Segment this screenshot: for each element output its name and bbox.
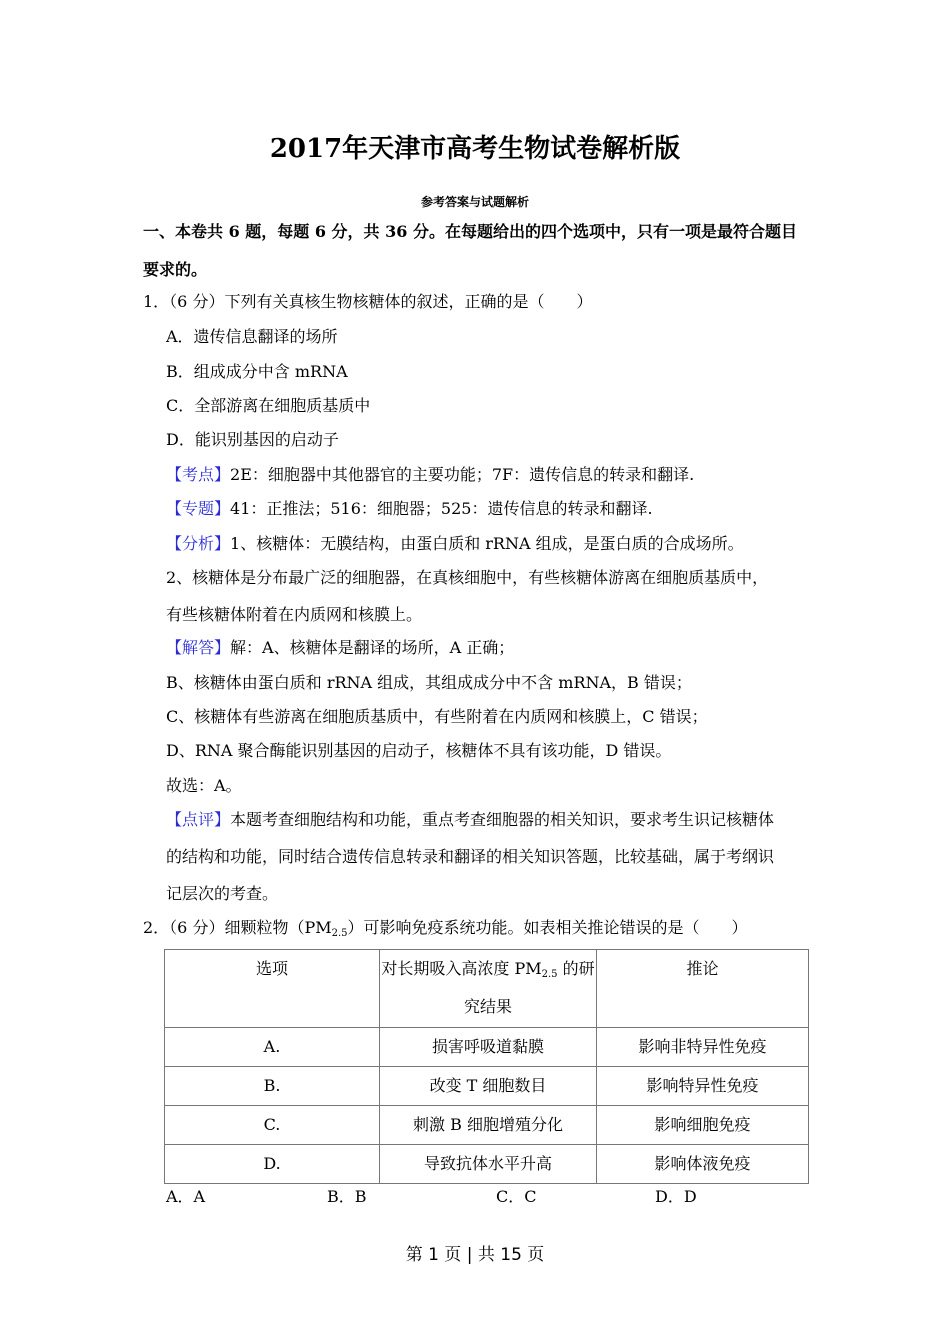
jieda-tag: 【解答】 — [166, 638, 231, 657]
q1-option-d: D．能识别基因的启动子 — [166, 430, 339, 449]
row-result: 导致抗体水平升高 — [380, 1145, 597, 1184]
row-result: 刺激 B 细胞增殖分化 — [380, 1106, 597, 1145]
kaodian-text: 2E：细胞器中其他器官的主要功能；7F：遗传信息的转录和翻译. — [230, 465, 695, 484]
q1-guxuan: 故选：A。 — [166, 776, 242, 795]
row-option: A. — [165, 1028, 380, 1067]
q2-answer-c: C．C — [496, 1187, 537, 1206]
header-result-sub: 2.5 — [541, 969, 558, 980]
q1-jieda-b: B、核糖体由蛋白质和 rRNA 组成，其组成成分中不含 mRNA，B 错误； — [166, 673, 692, 692]
row-option: D. — [165, 1145, 380, 1184]
q1-zhuanti — [166, 499, 653, 519]
header-result-a: 对长期吸入高浓度 PM — [381, 959, 542, 978]
header-result-c: 究结果 — [463, 997, 512, 1016]
q2-stem — [143, 918, 748, 938]
row-option: C. — [165, 1106, 380, 1145]
q2-answer-a: A．A — [166, 1187, 206, 1206]
q1-fenxi2-line2: 有些核糖体附着在内质网和核膜上。 — [166, 605, 423, 624]
q2-stem-a: 2．（6 分）细颗粒物（PM — [143, 918, 332, 937]
q1-option-b: B．组成成分中含 mRNA — [166, 362, 348, 381]
table-row — [165, 1106, 809, 1145]
zhuanti-tag: 【专题】 — [166, 499, 231, 518]
table-row — [165, 1145, 809, 1184]
row-option: B. — [165, 1067, 380, 1106]
page-title: 2017年天津市高考生物试卷解析版 — [269, 134, 681, 164]
q1-kaodian — [166, 465, 694, 485]
row-inference: 影响特异性免疫 — [597, 1067, 809, 1106]
header-option: 选项 — [165, 950, 380, 1028]
dianping-tag: 【点评】 — [166, 810, 231, 829]
zhuanti-text: 41：正推法；516：细胞器；525：遗传信息的转录和翻译. — [230, 499, 653, 518]
q1-dianping-line3: 记层次的考查。 — [166, 884, 279, 903]
q2-table — [164, 949, 809, 1184]
q1-jieda-c: C、核糖体有些游离在细胞质基质中，有些附着在内质网和核膜上，C 错误； — [166, 707, 708, 726]
jieda-text: 解：A、核糖体是翻译的场所，A 正确； — [230, 638, 515, 657]
q1-option-a: A．遗传信息翻译的场所 — [166, 327, 338, 346]
section-heading-line2: 要求的。 — [143, 260, 208, 279]
header-result — [380, 950, 597, 1028]
q1-jieda — [166, 638, 514, 658]
row-inference: 影响细胞免疫 — [597, 1106, 809, 1145]
table-row — [165, 1028, 809, 1067]
q2-answer-b: B．B — [327, 1187, 367, 1206]
page-subtitle: 参考答案与试题解析 — [420, 195, 529, 209]
q2-stem-sub: 2.5 — [331, 928, 348, 939]
q1-jieda-d: D、RNA 聚合酶能识别基因的启动子，核糖体不具有该功能，D 错误。 — [166, 741, 672, 760]
dianping-text: 本题考查细胞结构和功能，重点考查细胞器的相关知识，要求考生识记核糖体 — [230, 810, 775, 829]
table-header-row — [165, 950, 809, 1028]
q1-stem: 1．（6 分）下列有关真核生物核糖体的叙述，正确的是（ ） — [143, 292, 593, 311]
header-result-b: 的研 — [557, 959, 595, 978]
table-row — [165, 1067, 809, 1106]
section-heading-line1: 一、本卷共 6 题，每题 6 分，共 36 分。在每题给出的四个选项中，只有一项是最符合题目 — [143, 222, 797, 241]
q1-dianping — [166, 810, 774, 830]
row-inference: 影响非特异性免疫 — [597, 1028, 809, 1067]
page-footer: 第 1 页 | 共 15 页 — [405, 1245, 545, 1265]
row-inference: 影响体液免疫 — [597, 1145, 809, 1184]
fenxi-tag: 【分析】 — [166, 534, 231, 553]
q2-stem-b: ）可影响免疫系统功能。如表相关推论错误的是（ ） — [347, 918, 748, 937]
q1-fenxi2-line1: 2、核糖体是分布最广泛的细胞器，在真核细胞中，有些核糖体游离在细胞质基质中， — [166, 568, 769, 587]
q1-fenxi — [166, 534, 744, 554]
kaodian-tag: 【考点】 — [166, 465, 231, 484]
q2-answer-d: D．D — [655, 1187, 697, 1206]
row-result: 改变 T 细胞数目 — [380, 1067, 597, 1106]
header-inference: 推论 — [597, 950, 809, 1028]
q1-option-c: C．全部游离在细胞质基质中 — [166, 396, 371, 415]
fenxi-text: 1、核糖体：无膜结构，由蛋白质和 rRNA 组成，是蛋白质的合成场所。 — [230, 534, 744, 553]
row-result: 损害呼吸道黏膜 — [380, 1028, 597, 1067]
q1-dianping-line2: 的结构和功能，同时结合遗传信息转录和翻译的相关知识答题，比较基础，属于考纲识 — [166, 847, 775, 866]
